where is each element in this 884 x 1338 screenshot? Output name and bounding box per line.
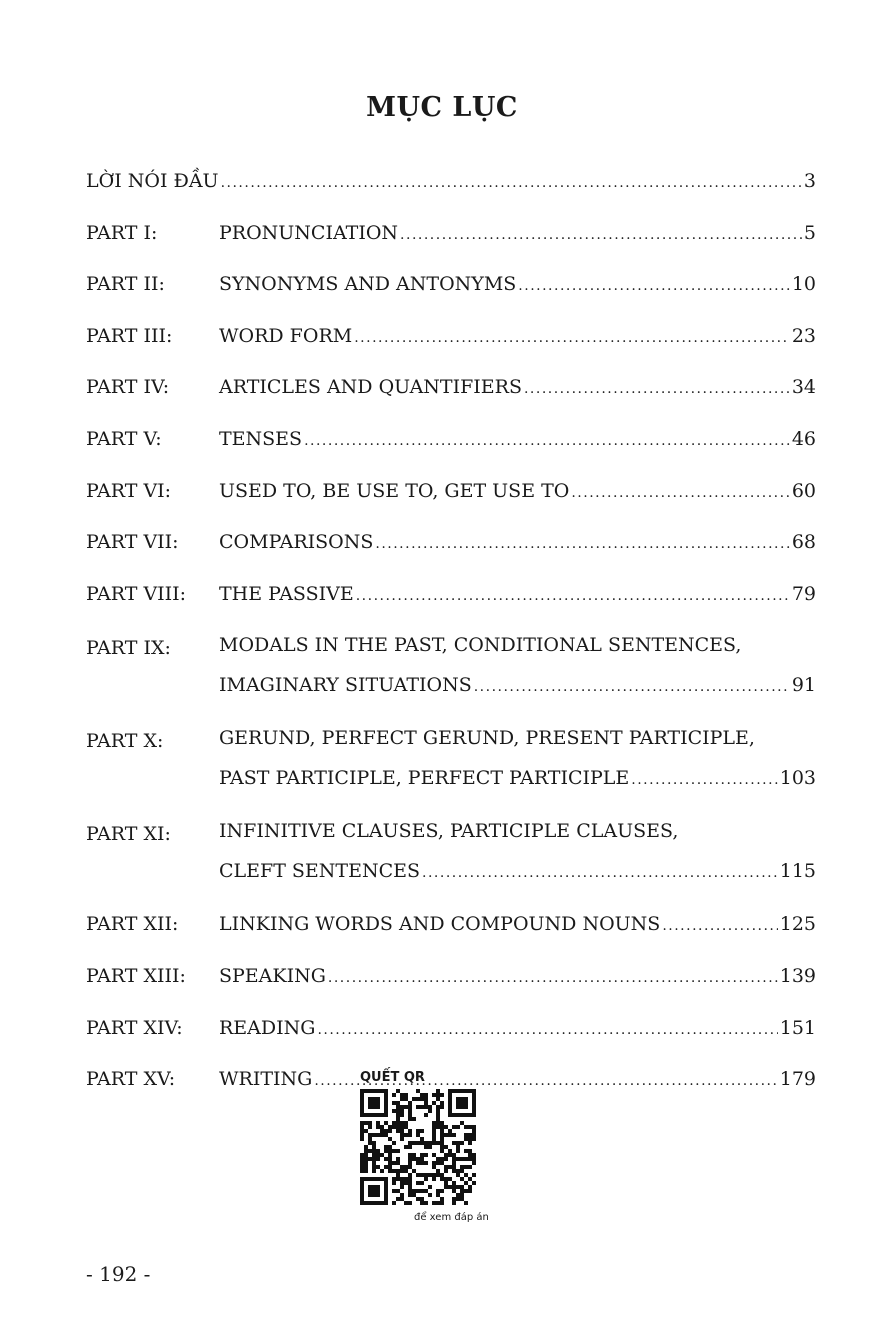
toc-part-label: PART X: (86, 730, 164, 753)
toc-part-label: PART III: (86, 324, 173, 347)
toc-leader-dots (524, 374, 790, 404)
toc-page-number: 10 (791, 273, 816, 296)
toc-entry[interactable] (86, 909, 816, 941)
toc-part-label: PART XI: (86, 823, 171, 846)
toc-entry-title: WRITING (219, 1068, 313, 1091)
toc-page-number: 60 (791, 479, 816, 502)
qr-block (350, 1070, 490, 1223)
toc-page-number: 46 (791, 427, 816, 450)
toc-entry[interactable] (86, 1013, 816, 1045)
toc-leader-dots (631, 762, 777, 799)
toc-leader-dots (375, 529, 789, 559)
toc-page-number: 3 (803, 170, 816, 192)
toc-entry[interactable] (86, 816, 816, 892)
toc-leader-dots (221, 168, 802, 198)
toc-part-label: PART VI: (86, 479, 172, 502)
toc-page-number: 125 (779, 913, 816, 936)
toc-entry[interactable] (86, 321, 816, 353)
toc-leader-dots (400, 220, 802, 250)
qr-caption-top: QUẾT QR (360, 1070, 425, 1085)
toc-page-number: 79 (791, 582, 816, 605)
toc-leader-dots (422, 855, 778, 892)
toc-leader-dots (304, 426, 790, 456)
page-title: MỤC LỤC (366, 92, 518, 123)
toc-part-label: PART IX: (86, 637, 171, 660)
toc-entry-title: IMAGINARY SITUATIONS (219, 674, 472, 697)
toc-part-label: PART XV: (86, 1068, 176, 1091)
toc-entry[interactable] (86, 723, 816, 799)
qr-caption-bottom: để xem đáp án (414, 1212, 489, 1223)
toc-part-label: PART VIII: (86, 582, 187, 605)
toc-leader-dots (474, 669, 790, 706)
page-number: - 192 - (86, 1262, 151, 1286)
toc-entry-title: COMPARISONS (219, 531, 374, 554)
toc-entry-title: THE PASSIVE (219, 582, 354, 605)
toc-part-label: PART I: (86, 221, 158, 244)
toc-part-label: PART II: (86, 273, 165, 296)
toc-part-label: PART V: (86, 427, 162, 450)
toc-entry[interactable] (86, 476, 816, 508)
toc-entry-title: WORD FORM (219, 324, 353, 347)
toc-entry[interactable] (86, 218, 816, 250)
toc-leader-dots (571, 478, 789, 508)
toc-entry-title: CLEFT SENTENCES (219, 860, 421, 883)
toc-entry-title: LỜI NÓI ĐẦU (86, 170, 219, 192)
toc-entry-title: PRONUNCIATION (219, 221, 399, 244)
toc-leader-dots (354, 323, 790, 353)
toc-entry-title: READING (219, 1016, 316, 1039)
toc-leader-dots (328, 963, 778, 993)
toc-page-number: 151 (779, 1016, 816, 1039)
toc-entry-title: ARTICLES AND QUANTIFIERS (219, 376, 522, 399)
toc-page-number: 115 (779, 860, 816, 883)
toc-entry[interactable] (86, 630, 816, 706)
toc-part-label: PART IV: (86, 376, 170, 399)
toc-entry-title: SYNONYMS AND ANTONYMS (219, 273, 517, 296)
toc-page-number: 91 (791, 674, 816, 697)
toc-page-number: 103 (779, 767, 816, 790)
toc-page-number: 23 (791, 324, 816, 347)
toc-page-number: 68 (791, 531, 816, 554)
toc-page-number: 5 (803, 221, 816, 244)
toc-page-number: 179 (779, 1068, 816, 1091)
toc-leader-dots (317, 1015, 777, 1045)
toc-entry-title: MODALS IN THE PAST, CONDITIONAL SENTENCES, (219, 634, 742, 657)
toc-entry-title: USED TO, BE USE TO, GET USE TO (219, 479, 570, 502)
toc-entry[interactable] (86, 372, 816, 404)
toc-entry[interactable] (86, 961, 816, 993)
toc-entry[interactable] (86, 269, 816, 301)
table-of-contents (86, 166, 816, 1116)
toc-page-number: 139 (779, 964, 816, 987)
toc-leader-dots (518, 271, 790, 301)
toc-entry-title: LINKING WORDS AND COMPOUND NOUNS (219, 913, 661, 936)
toc-entry-title: GERUND, PERFECT GERUND, PRESENT PARTICIPLE, (219, 727, 755, 750)
toc-part-label: PART VII: (86, 531, 179, 554)
toc-part-label: PART XIII: (86, 964, 186, 987)
toc-entry-title: TENSES (219, 427, 303, 450)
toc-page-number: 34 (791, 376, 816, 399)
toc-entry-title: PAST PARTICIPLE, PERFECT PARTICIPLE (219, 767, 630, 790)
toc-part-label: PART XIV: (86, 1016, 183, 1039)
toc-leader-dots (356, 581, 790, 611)
toc-entry[interactable] (86, 527, 816, 559)
toc-part-label: PART XII: (86, 913, 179, 936)
toc-leader-dots (662, 911, 777, 941)
qr-code-icon[interactable] (360, 1089, 476, 1205)
toc-entry[interactable] (86, 579, 816, 611)
toc-entry-title: INFINITIVE CLAUSES, PARTICIPLE CLAUSES, (219, 820, 679, 843)
toc-entry[interactable] (86, 424, 816, 456)
toc-entry[interactable] (86, 166, 816, 198)
toc-entry-title: SPEAKING (219, 964, 326, 987)
